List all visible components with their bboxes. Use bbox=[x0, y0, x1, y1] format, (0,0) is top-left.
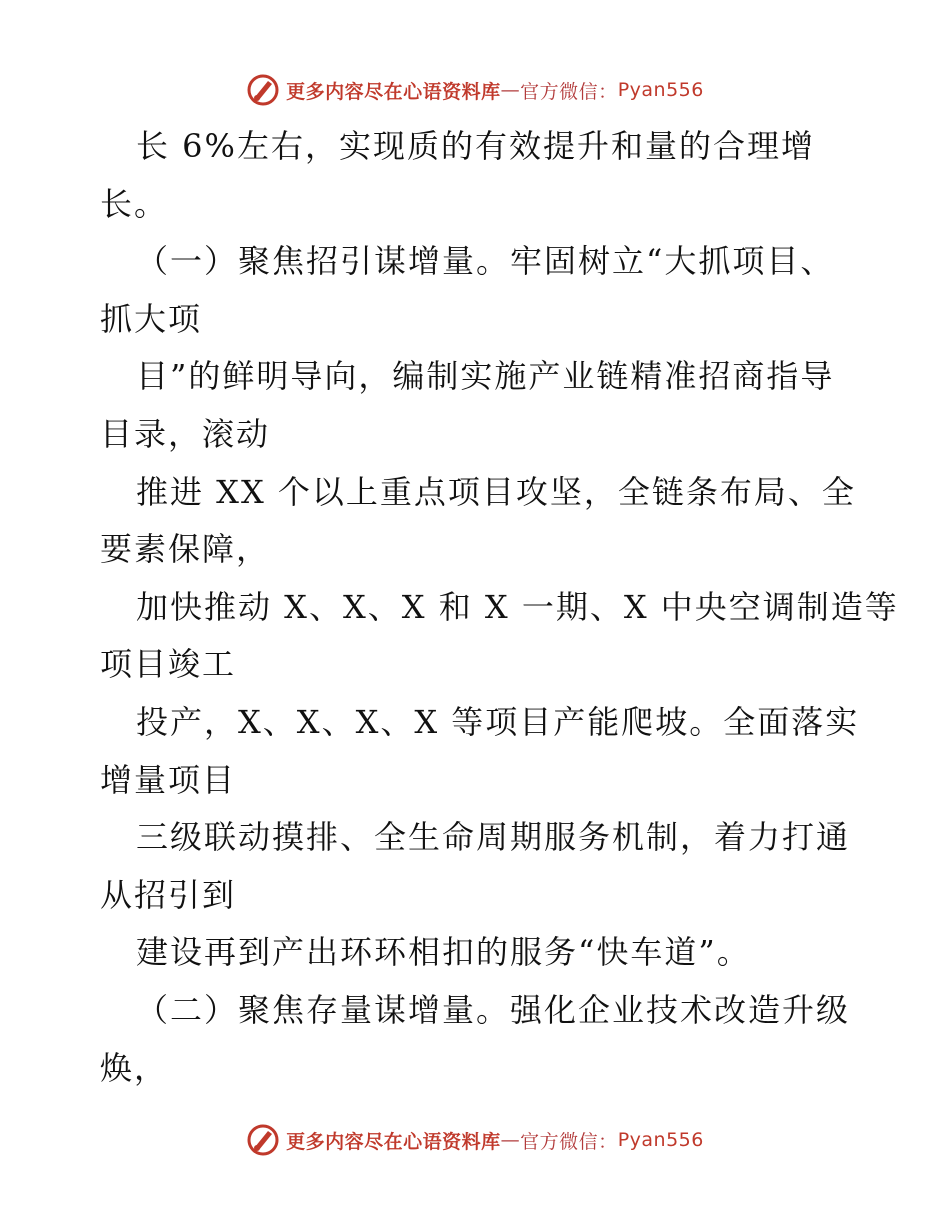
text-line: 三级联动摸排、全生命周期服务机制，着力打通 bbox=[136, 818, 851, 857]
watermark-separator: — bbox=[500, 1129, 521, 1151]
text-line: 投产，X、X、X、X 等项目产能爬坡。全面落实 bbox=[136, 702, 860, 741]
watermark-brand: 更多内容尽在心语资料库 bbox=[286, 80, 501, 103]
footer-watermark bbox=[0, 1120, 950, 1160]
text-line: 从招引到 bbox=[100, 875, 237, 914]
watermark-separator: — bbox=[500, 79, 521, 101]
watermark-brand: 更多内容尽在心语资料库 bbox=[286, 1130, 501, 1153]
text-line: 项目竣工 bbox=[100, 645, 237, 684]
brush-logo-icon bbox=[246, 73, 280, 107]
text-line: 目录，滚动 bbox=[100, 414, 271, 453]
text-line: 长 6%左右，实现质的有效提升和量的合理增 bbox=[136, 127, 815, 165]
text-line: （二）聚焦存量谋增量。强化企业技术改造升级 bbox=[136, 990, 851, 1029]
text-line: 建设再到产出环环相扣的服务“快车道”。 bbox=[136, 933, 751, 972]
document-body bbox=[100, 118, 899, 1097]
text-line: 目”的鲜明导向，编制实施产业链精准招商指导 bbox=[136, 357, 835, 396]
text-line: （一）聚焦招引谋增量。牢固树立“大抓项目、 bbox=[136, 242, 835, 281]
watermark-handle: Pyan556 bbox=[617, 79, 704, 101]
watermark-official: 官方微信： bbox=[520, 80, 618, 103]
text-line: 要素保障， bbox=[100, 530, 271, 569]
text-line: 推进 XX 个以上重点项目攻坚，全链条布局、全 bbox=[136, 472, 856, 511]
text-line: 加快推动 X、X、X 和 X 一期、X 中央空调制造等 bbox=[136, 587, 899, 626]
brush-logo-icon bbox=[246, 1123, 280, 1157]
text-line: 增量项目 bbox=[100, 760, 237, 799]
watermark-handle: Pyan556 bbox=[617, 1129, 704, 1151]
text-line: 长。 bbox=[100, 184, 169, 223]
header-watermark bbox=[0, 70, 950, 110]
text-line: 抓大项 bbox=[100, 299, 203, 338]
text-line: 焕， bbox=[100, 1048, 169, 1087]
watermark-official: 官方微信： bbox=[520, 1130, 618, 1153]
